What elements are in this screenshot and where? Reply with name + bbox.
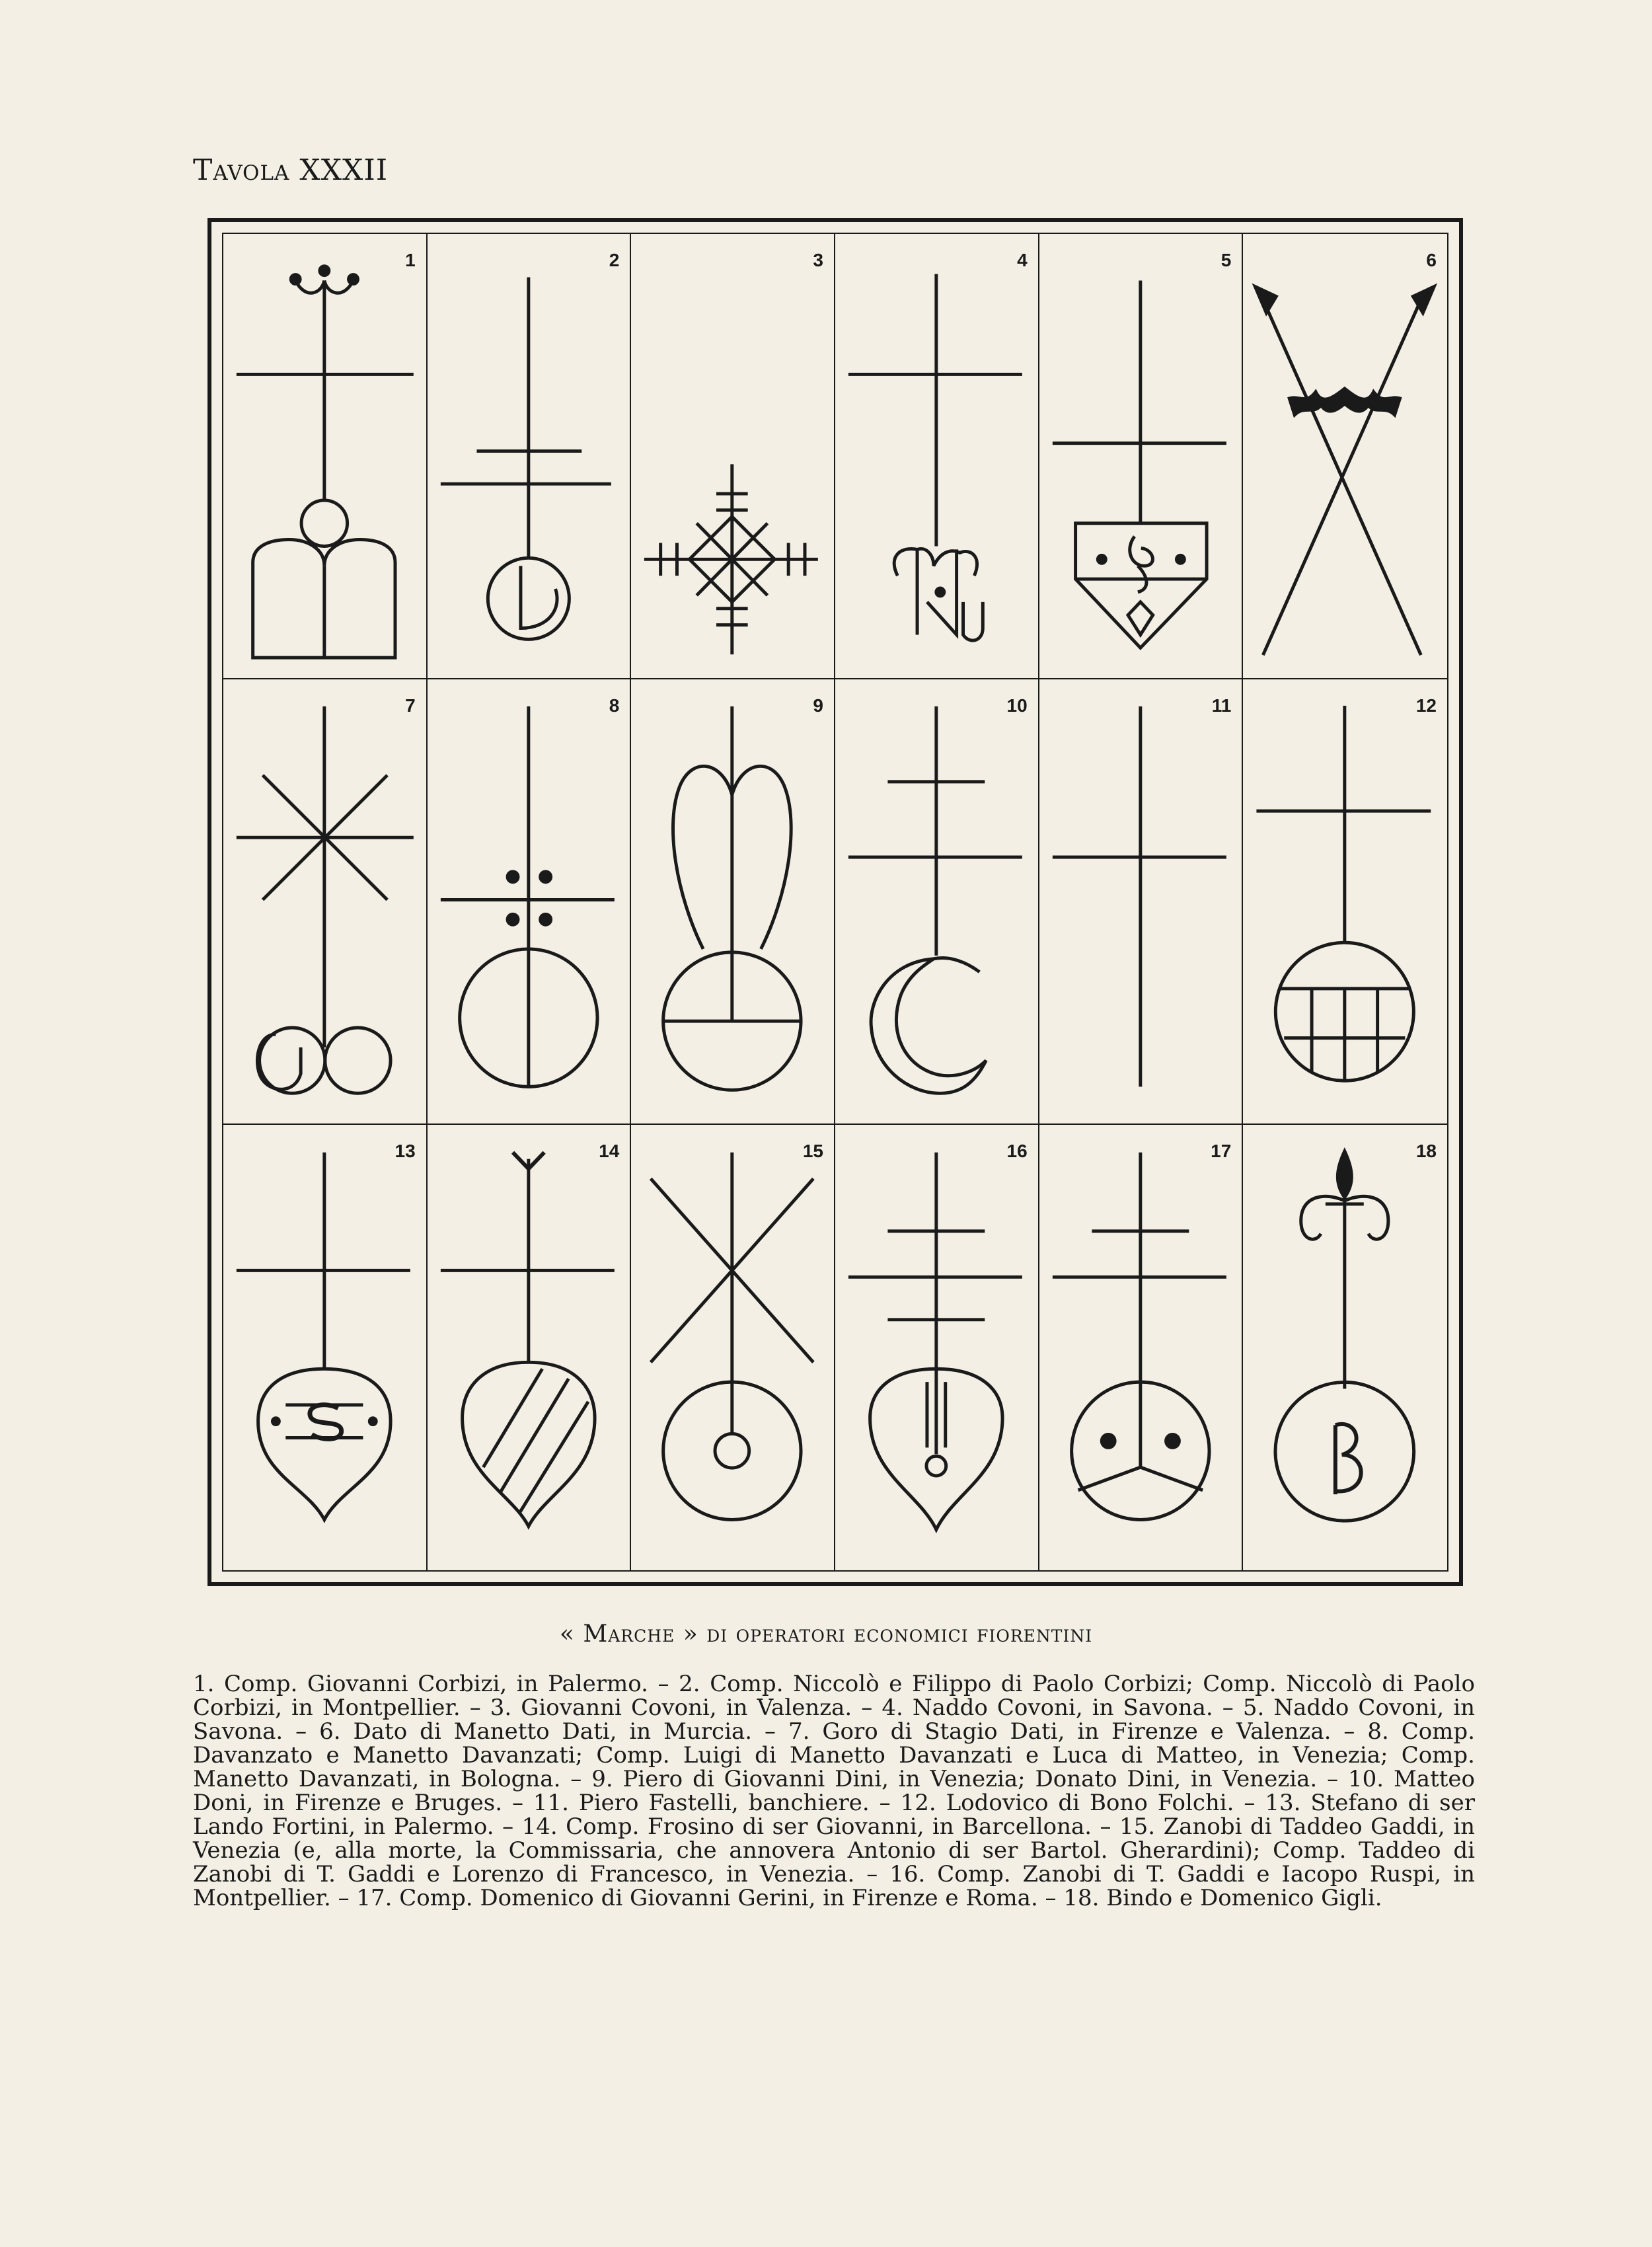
mark-cell-1 [223, 234, 428, 679]
caption-body: 1. Comp. Giovanni Corbizi, in Palermo. – 2. Comp. Niccolò e Filippo di Paolo Corbizi; Comp. Niccolò di Paolo Corbizi, in Montpellier. – 3. Giovanni Covoni, in Valenza. – 4. Naddo Covoni, in Savona. – 5. Naddo Covoni, in Savona. – 6. Dato di Manetto Dati, in Murcia. – 7. Goro di Stagio Dati, in Firenze e Valenza. – 8. Comp. Davanzato e Manetto Davanzati; Comp. Luigi di Manetto Davanzati e Luca di Matteo, in Venezia; Comp. Manetto Davanzati, in Bologna. – 9. Piero di Giovanni Dini, in Venezia; Donato Dini, in Venezia. – 10. Matteo Doni, in Firenze e Bruges. – 11. Piero Fastelli, banchiere. – 12. Lodovico di Bono Folchi. – 13. Stefano di ser Lando Fortini, in Palermo. – 14. Comp. Frosino di ser Giovanni, in Barcellona. – 15. Zanobi di Taddeo Gaddi, in Venezia (e, alla morte, la Commissaria, che annovera Antonio di ser Bartol. Gherardini); Comp. Taddeo di Zanobi di T. Gaddi e Lorenzo di Francesco, in Venezia. – 16. Comp. Zanobi di T. Gaddi e Iacopo Ruspi, in Montpellier. – 17. Comp. Domenico di Giovanni Gerini, in Firenze e Roma. – 18. Bindo e Domenico Gigli. [193, 1671, 1475, 1911]
mark-number: 17 [1211, 1141, 1232, 1161]
mark-number: 5 [1220, 250, 1232, 270]
mark-cell-2 [428, 234, 632, 679]
mark-cell-4 [835, 234, 1039, 679]
mark-number: 12 [1415, 695, 1437, 716]
mark-14-drawing [428, 1125, 630, 1570]
mark-7-drawing [223, 679, 426, 1124]
mark-number: 16 [1006, 1141, 1028, 1161]
mark-13-drawing [223, 1125, 426, 1570]
mark-number: 1 [405, 250, 416, 270]
mark-4-drawing [835, 234, 1038, 678]
mark-number: 18 [1415, 1141, 1437, 1161]
mark-cell-5 [1039, 234, 1244, 679]
marks-grid [222, 233, 1448, 1572]
mark-cell-3 [631, 234, 835, 679]
mark-number: 9 [813, 695, 823, 716]
mark-number: 11 [1211, 695, 1232, 716]
mark-15-drawing [631, 1125, 834, 1570]
mark-cell-17 [1039, 1125, 1244, 1570]
mark-12-drawing [1243, 679, 1447, 1124]
mark-18-drawing [1243, 1125, 1447, 1570]
mark-cell-9 [631, 679, 835, 1125]
mark-10-drawing [835, 679, 1038, 1124]
mark-8-drawing [428, 679, 630, 1124]
mark-9-drawing [631, 679, 834, 1124]
mark-cell-14 [428, 1125, 632, 1570]
mark-number: 3 [813, 250, 823, 270]
mark-number: 13 [394, 1141, 416, 1161]
mark-number: 6 [1426, 250, 1437, 270]
mark-number: 8 [609, 695, 620, 716]
caption-title: « Marche » di operatori economici fiorentini [559, 1620, 1093, 1648]
mark-number: 14 [599, 1141, 620, 1161]
mark-cell-13 [223, 1125, 428, 1570]
mark-cell-6 [1243, 234, 1447, 679]
mark-cell-16 [835, 1125, 1039, 1570]
mark-5-drawing [1039, 234, 1242, 678]
mark-1-drawing [223, 234, 426, 678]
mark-cell-12 [1243, 679, 1447, 1125]
mark-cell-11 [1039, 679, 1244, 1125]
mark-cell-10 [835, 679, 1039, 1125]
mark-2-drawing [428, 234, 630, 678]
mark-cell-18 [1243, 1125, 1447, 1570]
mark-cell-15 [631, 1125, 835, 1570]
mark-3-drawing [631, 234, 834, 678]
mark-6-drawing [1243, 234, 1447, 678]
mark-16-drawing [835, 1125, 1038, 1570]
mark-number: 7 [405, 695, 416, 716]
mark-number: 15 [802, 1141, 823, 1161]
mark-number: 10 [1006, 695, 1028, 716]
mark-number: 4 [1017, 250, 1028, 270]
mark-cell-8 [428, 679, 632, 1125]
mark-17-drawing [1039, 1125, 1242, 1570]
mark-number: 2 [609, 250, 620, 270]
mark-cell-7 [223, 679, 428, 1125]
mark-11-drawing [1039, 679, 1242, 1124]
plate-title: Tavola XXXII [193, 153, 389, 187]
